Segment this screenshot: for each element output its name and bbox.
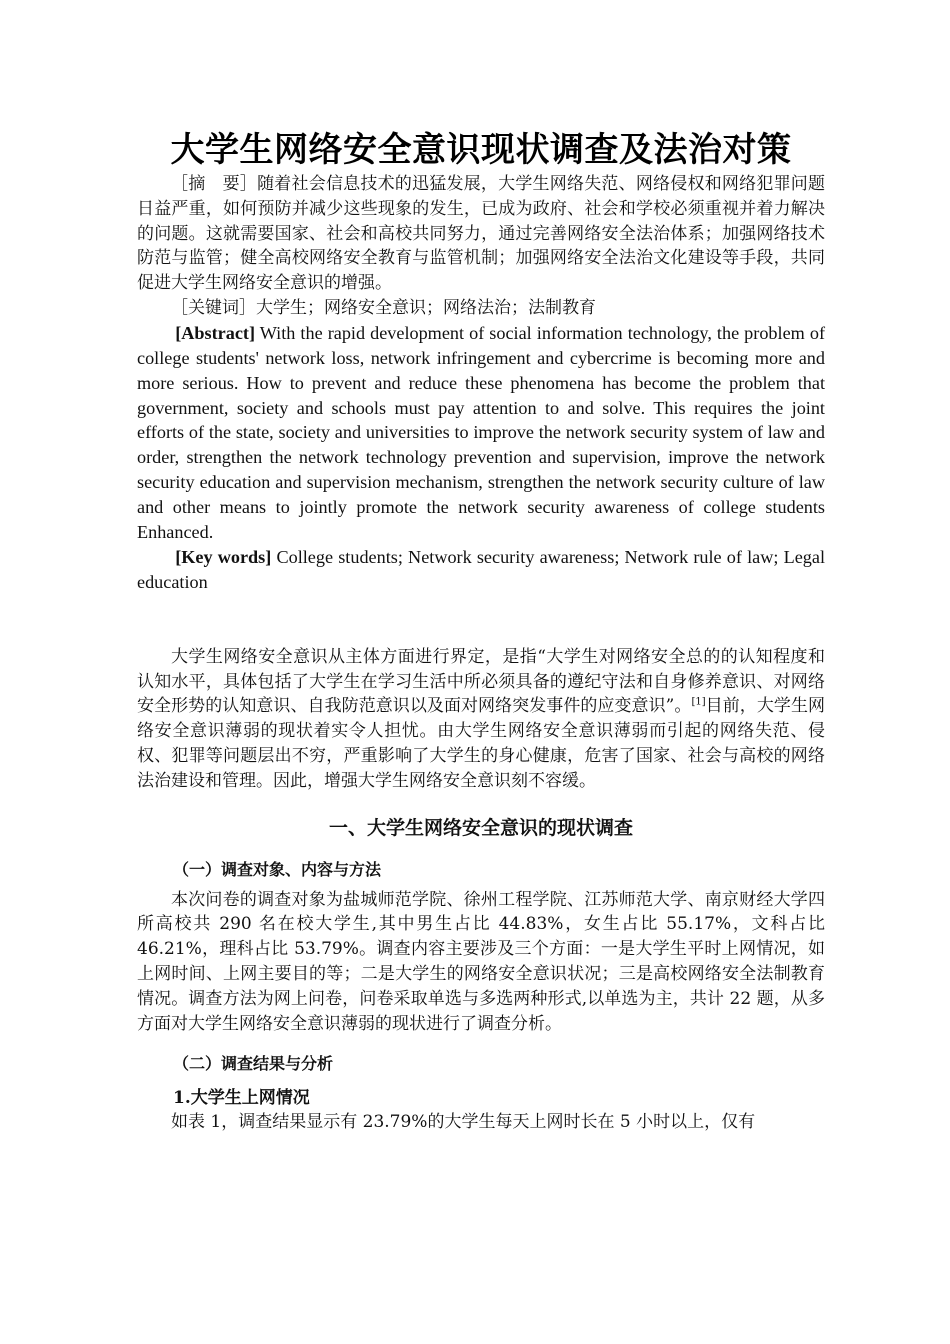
paper-title: 大学生网络安全意识现状调查及法治对策 <box>170 130 792 170</box>
intro-paragraph <box>137 645 825 794</box>
survey-method-paragraph: 本次问卷的调查对象为盐城师范学院、徐州工程学院、江苏师范大学、南京财经大学四所高校共 290 名在校大学生,其中男生占比 44.83%，女生占比 55.17%，文科占比 46.21%，理科占比 53.79%。调查内容主要涉及三个方面：一是大学生平时上网情况，如上网时间、上网主要目的等；二是大学生的网络安全意识状况；三是高校网络安全法制教育情况。调查方法为网上问卷，问卷采取单选与多选两种形式,以单选为主，共计 22 题，从多方面对大学生网络安全意识薄弱的现状进行了调查分析。 <box>137 889 825 1034</box>
intro-text-2: 目前，大学生网络安全意识薄弱的现状着实令人担忧。由大学生网络安全意识薄弱而引起的网络失范、侵权、犯罪等问题层出不穷，严重影响了大学生的身心健康，危害了国家、社会与高校的网络法治建设和管理。因此，增强大学生网络安全意识刻不容缓。 <box>137 696 825 791</box>
keywords-en-text: College students; Network security awareness; Network rule of law; Legal education <box>137 546 826 592</box>
page-content <box>137 128 825 1135</box>
abstract-cn-label: ［摘 要］ <box>171 174 258 194</box>
keywords-cn-label: ［关键词］ <box>171 297 256 318</box>
item-heading: 1.大学生上网情况 <box>173 1088 310 1109</box>
subsection-heading-2: （二）调查结果与分析 <box>173 1054 334 1074</box>
subsection-heading-1: （一）调查对象、内容与方法 <box>173 859 382 879</box>
item-paragraph: 如表 1，调查结果显示有 23.79%的大学生每天上网时长在 5 小时以上，仅有 <box>171 1112 756 1133</box>
keywords-cn <box>137 296 825 321</box>
abstract-en-text: With the rapid development of social information technology, the problem of college students' network loss, network infringement and cybercrime is becoming more and more serious. How to prevent and reduce these phenomena has become the problem that government, society and schools must pay attention to and solve. This requires the joint efforts of the state, society and universities to improve the network security system of law and order, strengthen the network technology prevention and supervision, improve the network security education and supervision mechanism, strengthen the network security culture of law and other means to jointly promote the network security awareness of college students Enhanced. <box>137 322 825 543</box>
blank-gap <box>137 595 825 645</box>
section-heading: 一、大学生网络安全意识的现状调查 <box>328 816 633 839</box>
abstract-cn-text: 随着社会信息技术的迅猛发展，大学生网络失范、网络侵权和网络犯罪问题日益严重，如何预防并减少这些现象的发生，已成为政府、社会和学校必须重视并着力解决的问题。这就需要国家、社会和高校共同努力，通过完善网络安全法治体系；加强网络技术防范与监管；健全高校网络安全教育与监管机制；加强网络安全法治文化建设等手段，共同促进大学生网络安全意识的增强。 <box>137 174 826 294</box>
abstract-en-label: [Abstract] <box>175 322 256 343</box>
abstract-en <box>137 321 825 545</box>
keywords-en-label: [Key words] <box>175 546 272 567</box>
abstract-cn <box>137 172 825 296</box>
intro-text-1: 大学生网络安全意识从主体方面进行界定，是指“大学生对网络安全总的的认知程度和认知水平，具体包括了大学生在学习生活中所必须具备的遵纪守法和自身修养意识、对网络安全形势的认知意识、自我防范意识以及面对网络突发事件的应变意识”。 <box>137 646 825 717</box>
keywords-cn-text: 大学生；网络安全意识；网络法治；法制教育 <box>256 297 596 318</box>
keywords-en <box>137 545 825 595</box>
citation-marker: [1] <box>691 696 706 708</box>
